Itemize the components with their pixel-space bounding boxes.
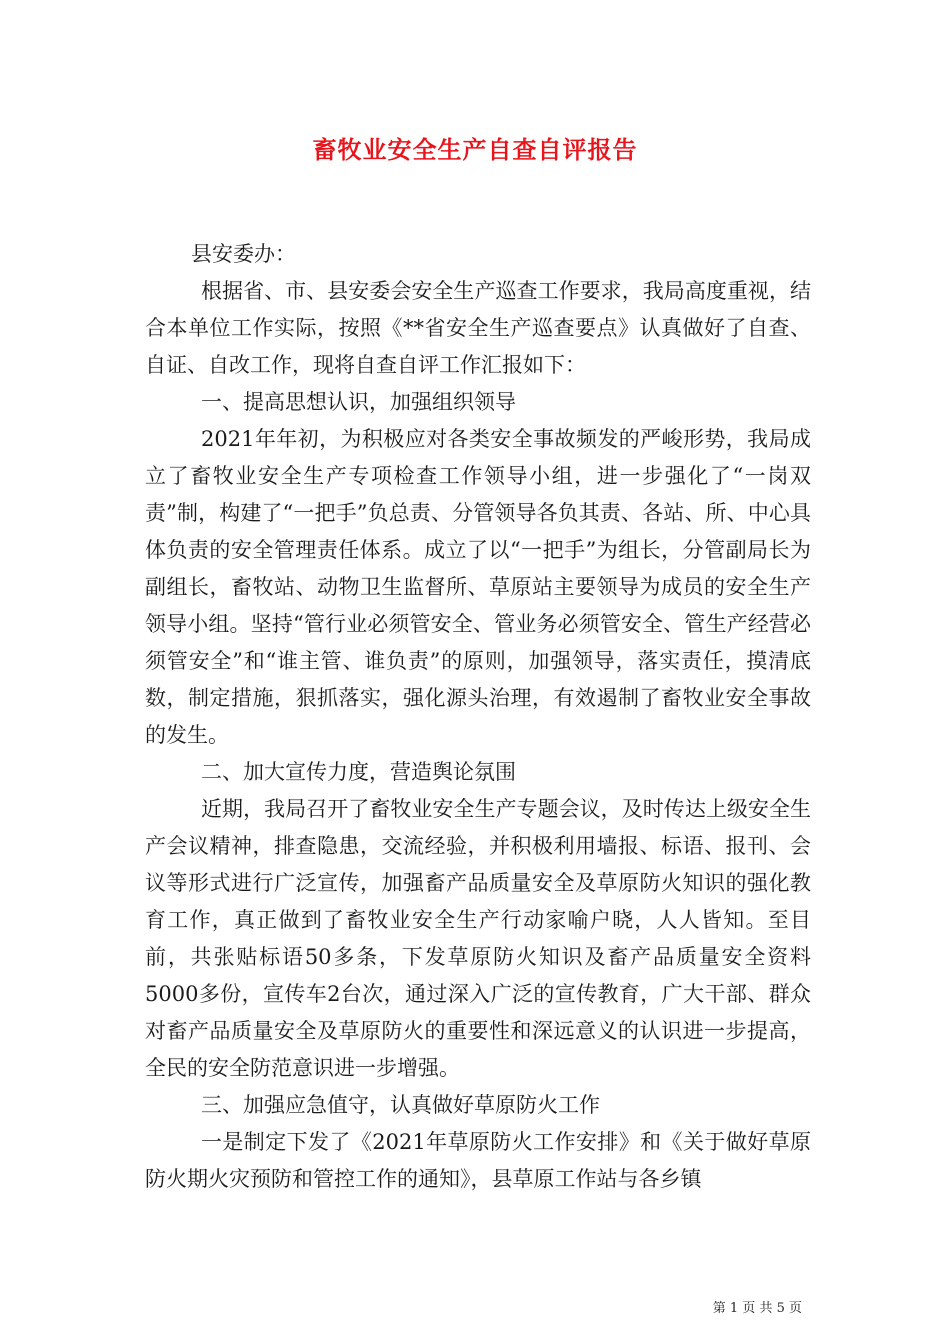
document-body [145, 236, 811, 1198]
document-title: 畜牧业安全生产自查自评报告 [312, 136, 638, 164]
section-heading-3: 三、加强应急值守，认真做好草原防火工作 [201, 1093, 600, 1117]
paragraph-section-1: 2021年年初，为积极应对各类安全事故频发的严峻形势，我局成立了畜牧业安全生产专项检查工作领导小组，进一步强化了“一岗双责”制，构建了“一把手”负总责、分管领导各负其责、各站、所、中心具体负责的安全管理责任体系。成立了以“一把手”为组长，分管副局长为副组长，畜牧站、动物卫生监督所、草原站主要领导为成员的安全生产领导小组。坚持“管行业必须管安全、管业务必须管安全、管生产经营必须管安全”和“谁主管、谁负责”的原则，加强领导，落实责任，摸清底数，制定措施，狠抓落实，强化源头治理，有效遏制了畜牧业安全事故的发生。 [145, 427, 811, 747]
paragraph-section-2: 近期，我局召开了畜牧业安全生产专题会议，及时传达上级安全生产会议精神，排查隐患，交流经验，并积极利用墙报、标语、报刊、会议等形式进行广泛宣传，加强畜产品质量安全及草原防火知识的强化教育工作，真正做到了畜牧业安全生产行动家喻户晓，人人皆知。至目前，共张贴标语50多条，下发草原防火知识及畜产品质量安全资料5000多份，宣传车2台次，通过深入广泛的宣传教育，广大干部、群众对畜产品质量安全及草原防火的重要性和深远意义的认识进一步提高，全民的安全防范意识进一步增强。 [145, 797, 811, 1080]
paragraph-section-3: 一是制定下发了《2021年草原防火工作安排》和《关于做好草原防火期火灾预防和管控工作的通知》，县草原工作站与各乡镇 [145, 1130, 811, 1191]
salutation: 县安委办： [191, 242, 296, 266]
section-heading-2: 二、加大宣传力度，营造舆论氛围 [201, 760, 516, 784]
section-heading-1: 一、提高思想认识，加强组织领导 [201, 390, 516, 414]
page-number: 第 1 页 共 5 页 [712, 1301, 802, 1316]
paragraph-intro: 根据省、市、县安委会安全生产巡查工作要求，我局高度重视，结合本单位工作实际，按照《**省安全生产巡查要点》认真做好了自查、自证、自改工作，现将自查自评工作汇报如下： [145, 279, 811, 377]
